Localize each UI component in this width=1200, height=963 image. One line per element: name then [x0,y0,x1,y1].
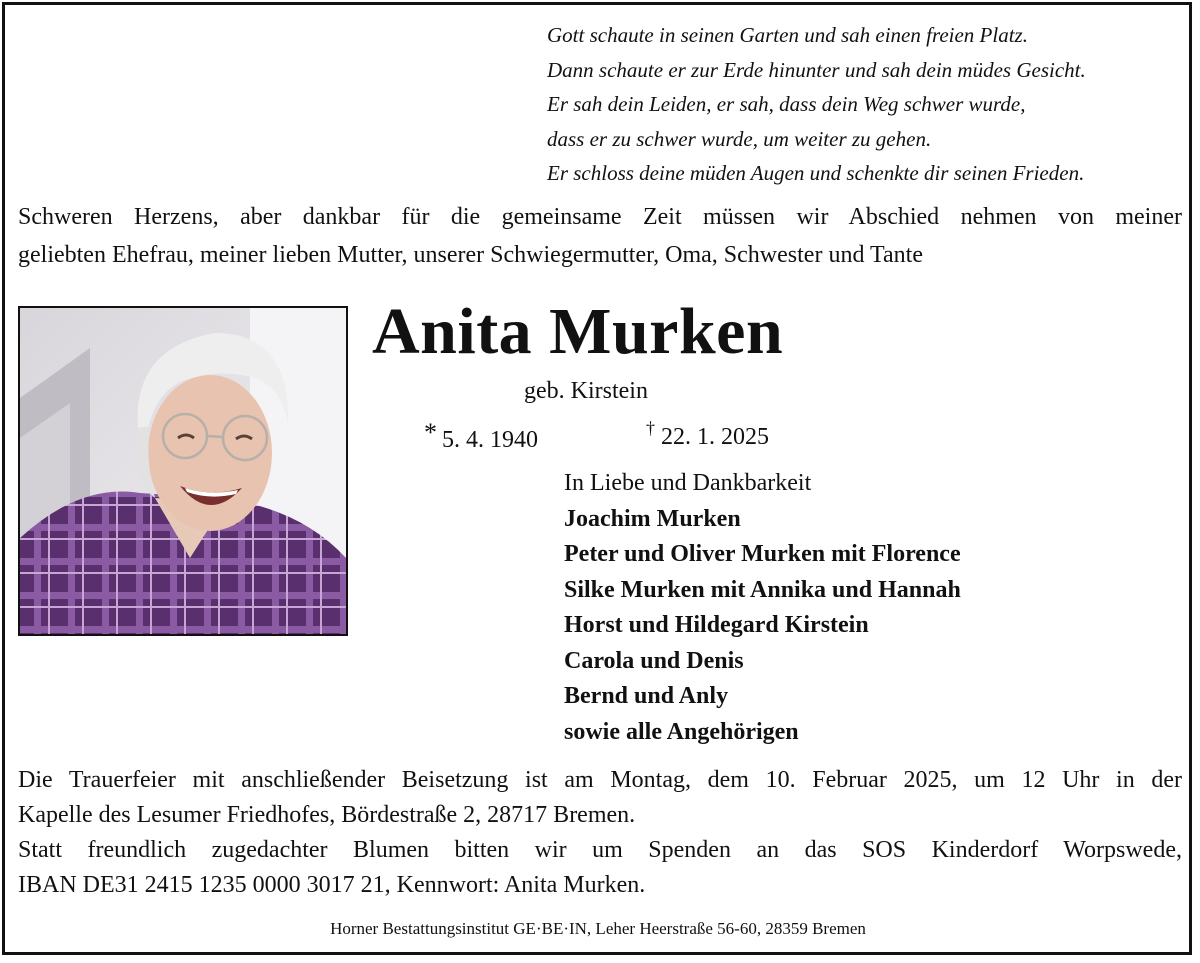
poem-line: Er sah dein Leiden, er sah, dass dein Weg schwer wurde, [547,92,1026,116]
intro-text [18,198,1182,274]
mourners-heading: In Liebe und Dankbarkeit [564,470,812,496]
mourner-name: Horst und Hildegard Kirstein [564,612,869,638]
ceremony-details [18,763,1182,903]
mourner-name: Carola und Denis [564,647,744,674]
poem-line: Dann schaute er zur Erde hinunter und sah dein müdes Gesicht. [547,57,1086,82]
ceremony-line: Kapelle des Lesumer Friedhofes, Bördestraße 2, 28717 Bremen. [18,802,636,828]
portrait-illustration [20,308,346,634]
ceremony-line: Statt freundlich zugedachter Blumen bitten wir um Spenden an das SOS Kinderdorf Worpswede, [18,837,1182,863]
ceremony-line: IBAN DE31 2415 1235 0000 3017 21, Kennwort: Anita Murken. [18,872,646,898]
birth-date: 5. 4. 1940 [442,427,538,453]
funeral-home-footer: Horner Bestattungsinstitut GE·BE·IN, Leher Heerstraße 56-60, 28359 Bremen [330,919,866,938]
mourner-name: Bernd und Anly [564,683,729,709]
mourners-list [564,466,961,750]
death-date: 22. 1. 2025 [661,424,769,450]
ceremony-line: Die Trauerfeier mit anschließender Beisetzung ist am Montag, dem 10. Februar 2025, um 12 Uhr in der [18,767,1182,793]
portrait-photo [18,306,348,636]
birth-date-line [424,418,538,454]
death-date-line [646,418,769,451]
mourner-name: Joachim Murken [564,505,741,532]
mourner-name: sowie alle Angehörigen [564,718,799,745]
maiden-name: geb. Kirstein [524,378,648,404]
poem-line: Gott schaute in seinen Garten und sah einen freien Platz. [547,23,1028,47]
mourner-name: Silke Murken mit Annika und Hannah [564,576,961,603]
death-cross-icon: † [646,418,655,438]
poem-line: dass er zu schwer wurde, um weiter zu gehen. [547,126,932,151]
poem [547,18,1187,191]
intro-line: geliebten Ehefrau, meiner lieben Mutter, unserer Schwiegermutter, Oma, Schwester und Tante [18,242,923,268]
birth-star-icon: * [424,418,437,447]
intro-line: Schweren Herzens, aber dankbar für die gemeinsame Zeit müssen wir Abschied nehmen von meiner [18,204,1182,230]
mourner-name: Peter und Oliver Murken mit Florence [564,541,961,567]
poem-line: Er schloss deine müden Augen und schenkte dir seinen Frieden. [547,161,1085,185]
deceased-name: Anita Murken [372,295,784,368]
